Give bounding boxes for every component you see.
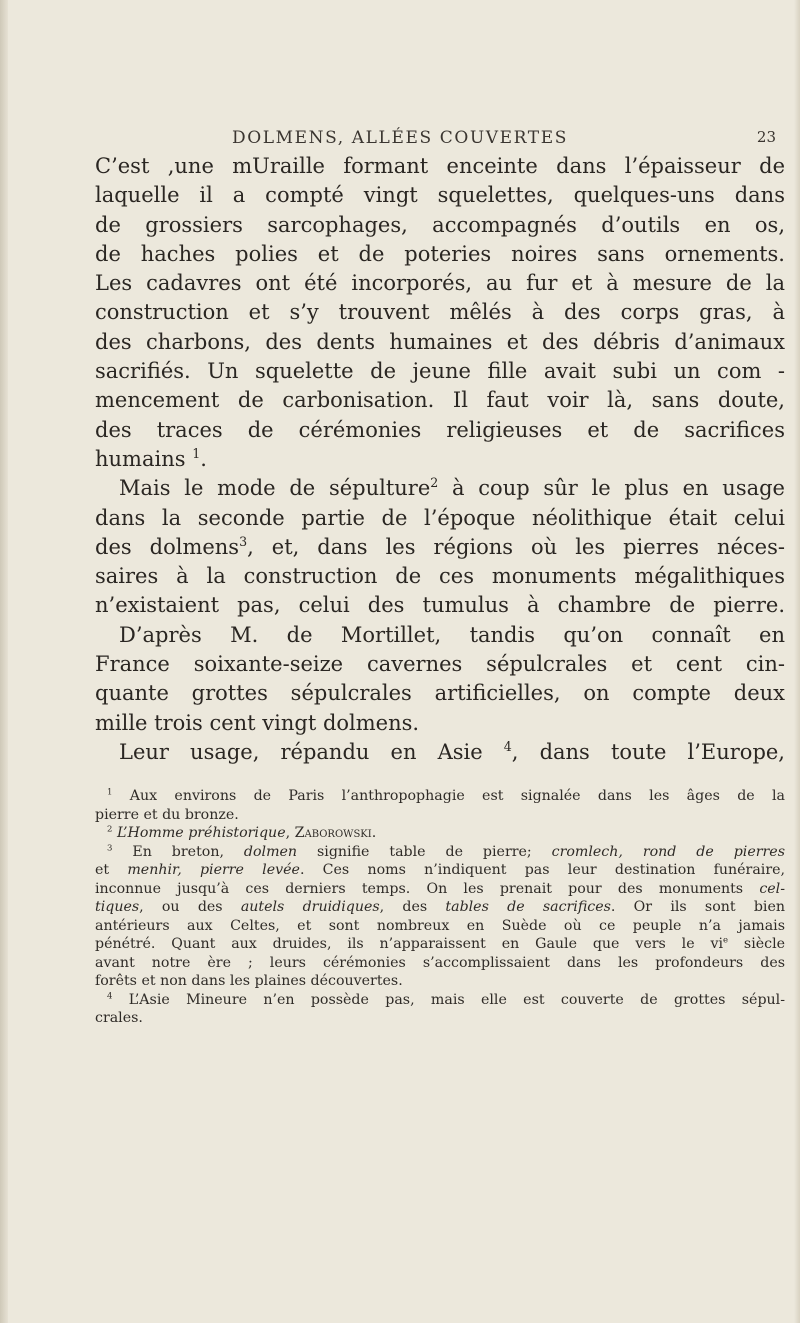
text-span: , dans toute l’Europe, [511,739,785,764]
footnote-ref-3: 3 [239,533,248,549]
text-line: de haches polies et de poteries noires sans ornements. [95,241,785,266]
text-line: dans la seconde partie de l’époque néolithique était celui [95,505,785,530]
footnote-text: En breton, [132,843,244,860]
text-line [95,445,785,474]
text-span: des dolmens [95,534,240,559]
text-line: mencement de carbonisation. Il faut voir là, sans doute, [95,388,785,413]
footnote-text: , des [379,899,446,915]
footnote-text: inconnue jusqu’à ces derniers temps. On les prenait pour des monuments [95,880,744,897]
footnote-3-cont: avant notre ère ; leurs cérémonies s’accomplissaient dans les profondeurs des [95,954,785,971]
page-number: 23 [756,128,776,146]
footnote-mark: 4 [107,990,113,1001]
footnote-term: tables de sacrifices [445,899,611,915]
footnote-text: signifie table de pierre; [297,843,552,860]
footnote-text: L’Asie Mineure n’en possède pas, mais elle est couverte de grottes sépul- [128,991,785,1008]
footnote-mark: 3 [107,842,113,853]
text-line: sacrifiés. Un squelette de jeune fille avait subi un com - [95,359,785,384]
footnote-term: dolmen [243,843,298,860]
text-span: , et, dans les régions où les pierres néces- [247,534,785,559]
text-line: France soixante-seize cavernes sépulcrales et cent cin- [95,652,785,677]
text-line [95,738,785,767]
footnote-ref-4: 4 [503,738,512,754]
footnote-3-cont [95,898,785,917]
running-head: DOLMENS, ALLÉES COUVERTES [232,128,568,148]
footnote-ref-1: 1 [192,445,201,461]
text-span: . [200,446,207,471]
footnote-text: siècle [728,936,785,952]
footnote-author: Zaborowski [294,825,372,841]
footnote-term: cel- [759,880,785,897]
text-line [95,533,785,562]
footnote-superscript: e [723,935,729,946]
footnote-3-cont [95,861,785,880]
footnote-4-cont: crales. [95,1010,143,1026]
text-line: de grossiers sarcophages, accompagnés d’outils en os, [95,212,785,237]
footnote-3-cont: forêts et non dans les plaines découvertes. [95,973,403,989]
footnotes [95,787,785,1028]
text-line: D’après M. de Mortillet, tandis qu’on connaît en [119,622,785,647]
text-line: n’existaient pas, celui des tumulus à chambre de pierre. [95,593,785,618]
body-text [95,152,785,767]
footnote-text: . Or ils sont bien [610,899,785,915]
footnote-3-cont [95,880,785,899]
footnote-1 [95,787,785,806]
footnote-title: L’Homme préhistorique [116,825,286,841]
text-span: Leur usage, répandu en Asie [119,739,504,764]
text-line: laquelle il a compté vingt squelettes, quelques-uns dans [95,183,785,208]
text-line: C’est ,une mUraille formant enceinte dans l’épaisseur de [95,154,785,178]
footnote-text: et [95,862,128,878]
footnote-mark: 2 [107,824,113,835]
page-edge-left [0,0,8,1323]
text-line: des traces de cérémonies religieuses et de sacrifices [95,417,785,442]
footnote-1-cont: pierre et du bronze. [95,806,239,823]
text-span: à coup sûr le plus en usage [438,476,785,501]
footnote-2 [95,824,785,843]
footnote-ref-2: 2 [430,475,439,491]
text-line: quante grottes sépulcrales artificielles, on compte deux [95,681,785,706]
footnote-term: autels druidiques [240,899,380,915]
footnote-3-cont: antérieurs aux Celtes, et sont nombreux en Suède où ce peuple n’a jamais [95,917,785,934]
text-span: humains [95,446,193,471]
footnote-term: menhir, pierre levée [127,862,300,878]
footnote-text: . [371,825,377,841]
footnote-3-cont [95,935,785,954]
footnote-text: pénétré. Quant aux druides, ils n’apparaissent en Gaule que vers le vi [95,936,724,952]
footnote-4 [95,991,785,1010]
text-line: saires à la construction de ces monuments mégalithiques [95,564,785,589]
footnote-text: Aux environs de Paris l’anthropophagie est signalée dans les âges de la [129,788,785,804]
footnote-text: . Ces noms n’indiquent pas leur destination funéraire, [299,862,785,878]
footnote-text: , ou des [139,899,241,915]
text-line [95,474,785,503]
text-line: mille trois cent vingt dolmens. [95,710,420,735]
text-span: Mais le mode de sépulture [119,476,431,501]
footnote-mark: 1 [107,787,113,798]
page-edge-right [794,0,800,1323]
text-line: construction et s’y trouvent mêlés à des corps gras, à [95,300,785,325]
footnote-3 [95,843,785,862]
text-line: des charbons, des dents humaines et des débris d’animaux [95,329,785,354]
footnote-term: cromlech, rond de pierres [551,843,785,860]
text-line: Les cadavres ont été incorporés, au fur et à mesure de la [95,271,785,296]
footnote-text: , [285,825,295,841]
footnote-term: tiques [95,899,140,915]
